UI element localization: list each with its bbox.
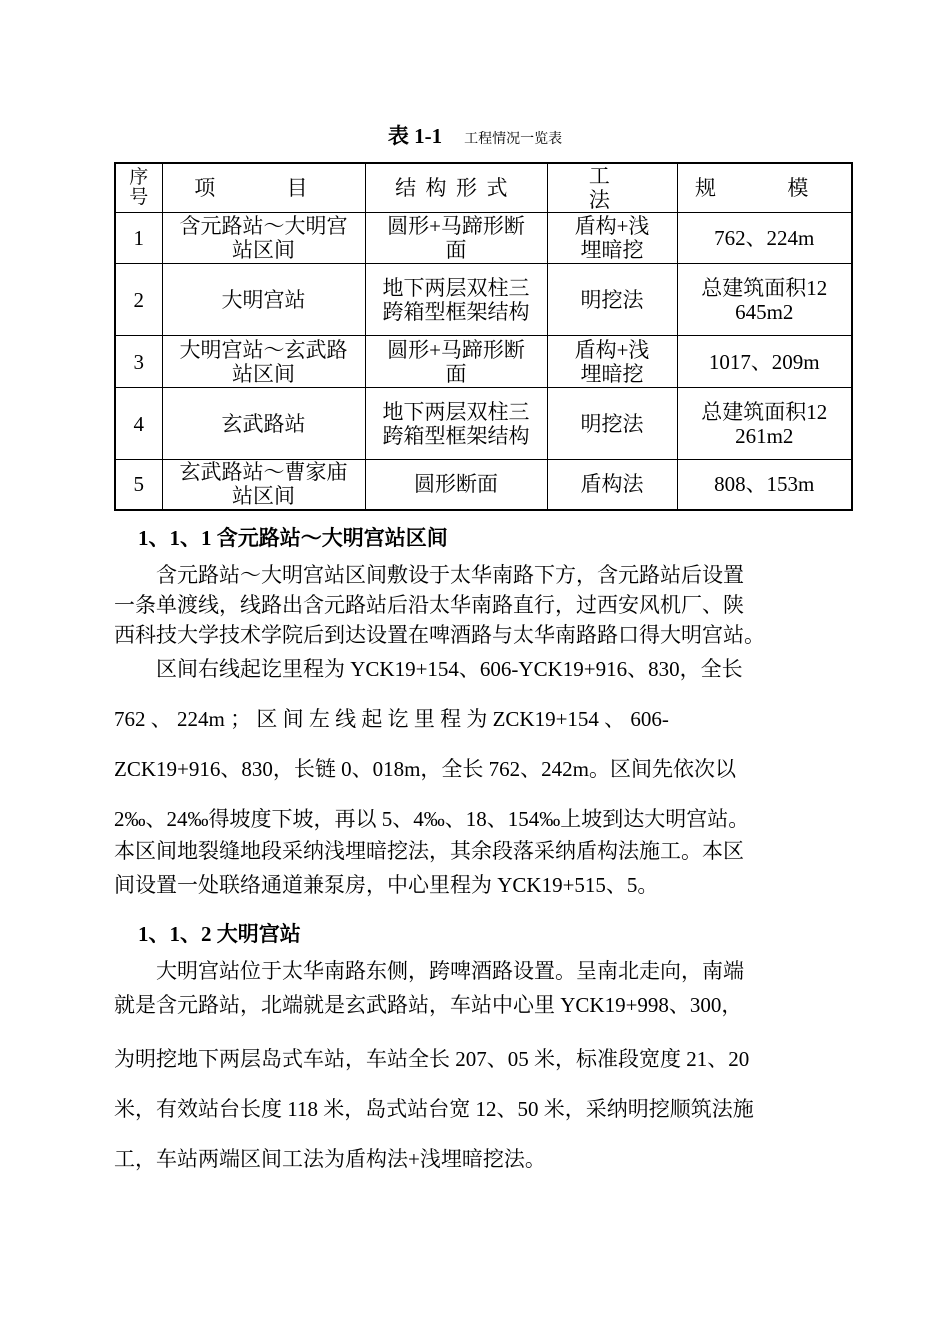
table-row: [115, 460, 852, 510]
text-line: 米，有效站台长度 118 米，岛式站台宽 12、50 米，采纳明挖顺筑法施: [114, 1097, 754, 1121]
cell-no: 1: [115, 213, 162, 264]
paragraph-1: [114, 560, 851, 650]
cell-no: 5: [115, 460, 162, 510]
cell-structure: 地下两层双柱三跨箱型框架结构: [365, 264, 547, 336]
cell-structure: 地下两层双柱三跨箱型框架结构: [365, 388, 547, 460]
cell-scale: 762、224m: [677, 213, 852, 264]
cell-scale: 总建筑面积12645m2: [677, 264, 852, 336]
text-line: 762 、 224m ； 区 间 左 线 起 讫 里 程 为 ZCK19+154 、 606-: [114, 707, 669, 731]
cell-structure: 圆形断面: [365, 460, 547, 510]
text-line: 就是含元路站，北端就是玄武路站，车站中心里 YCK19+998、300，: [114, 993, 743, 1017]
cell-no: 3: [115, 336, 162, 388]
cell-method: 盾构+浅埋暗挖: [547, 336, 677, 388]
text-line: 西科技大学技术学院后到达设置在啤酒路与太华南路路口得大明宫站。: [114, 623, 765, 647]
cell-method: 明挖法: [547, 388, 677, 460]
table-row: [115, 264, 852, 336]
cell-no: 4: [115, 388, 162, 460]
text-line: 区间右线起讫里程为 YCK19+154、606-YCK19+916、830，全长: [156, 657, 743, 681]
text-line: 为明挖地下两层岛式车站，车站全长 207、05 米，标准段宽度 21、20: [114, 1047, 750, 1071]
text-line: 本区间地裂缝地段采纳浅埋暗挖法，其余段落采纳盾构法施工。本区: [114, 839, 744, 863]
paragraph-3b: [114, 1034, 851, 1184]
table-caption-title: 工程情况一览表: [464, 132, 563, 147]
paragraph-2b: [114, 834, 851, 902]
text-line: ZCK19+916、830，长链 0、018m，全长 762、242m。区间先依次以: [114, 757, 737, 781]
text-line: 间设置一处联络通道兼泵房，中心里程为 YCK19+515、5。: [114, 873, 659, 897]
cell-method: 盾构+浅埋暗挖: [547, 213, 677, 264]
cell-item: 含元路站～大明宫站区间: [162, 213, 365, 264]
cell-structure: 圆形+马蹄形断面: [365, 336, 547, 388]
cell-structure: 圆形+马蹄形断面: [365, 213, 547, 264]
header-item: 项 目: [162, 163, 365, 213]
paragraph-2a: [114, 644, 851, 844]
table-row: [115, 336, 852, 388]
cell-item: 玄武路站: [162, 388, 365, 460]
header-method: 工 法: [547, 163, 677, 213]
text-line: 2‰、24‰得坡度下坡，再以 5、4‰、18、154‰上坡到达大明宫站。: [114, 807, 750, 831]
project-overview-table: [114, 162, 853, 511]
header-scale: 规 模: [677, 163, 852, 213]
text-line: 一条单渡线，线路出含元路站后沿太华南路直行，过西安风机厂、陕: [114, 593, 744, 617]
cell-scale: 总建筑面积12261m2: [677, 388, 852, 460]
cell-scale: 1017、209m: [677, 336, 852, 388]
table-row: [115, 213, 852, 264]
text-line: 大明宫站位于太华南路东侧，跨啤酒路设置。呈南北走向，南端: [156, 959, 744, 983]
table-caption: [0, 120, 950, 150]
header-no: 序号: [115, 163, 162, 213]
cell-method: 明挖法: [547, 264, 677, 336]
section-heading-1: 1、1、1 含元路站～大明宫站区间: [138, 526, 448, 550]
text-line: 工，车站两端区间工法为盾构法+浅埋暗挖法。: [114, 1147, 546, 1171]
cell-method: 盾构法: [547, 460, 677, 510]
section-heading-2: 1、1、2 大明宫站: [138, 922, 301, 946]
cell-no: 2: [115, 264, 162, 336]
text-line: 含元路站～大明宫站区间敷设于太华南路下方，含元路站后设置: [156, 563, 744, 587]
table-header-row: [115, 163, 852, 213]
cell-item: 玄武路站～曹家庙站区间: [162, 460, 365, 510]
paragraph-3a: [114, 954, 851, 1022]
cell-scale: 808、153m: [677, 460, 852, 510]
header-structure: 结构形式: [365, 163, 547, 213]
cell-item: 大明宫站～玄武路站区间: [162, 336, 365, 388]
cell-item: 大明宫站: [162, 264, 365, 336]
table-row: [115, 388, 852, 460]
table-caption-number: 表 1-1: [387, 124, 443, 148]
